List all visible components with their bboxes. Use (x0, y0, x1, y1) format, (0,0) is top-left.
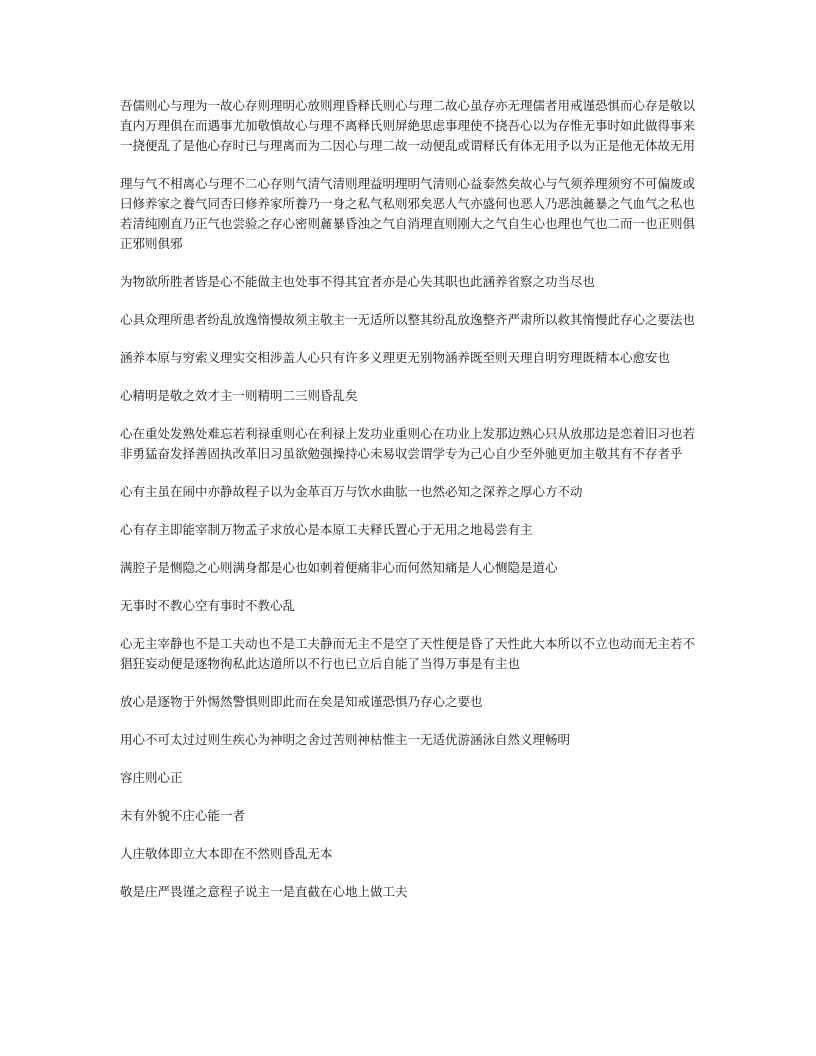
paragraph: 心具众理所患者纷乱放逸惰慢故须主敬主一无适所以整其纷乱放逸整齐严肃所以救其惰慢此存心之要法也 (120, 312, 696, 327)
paragraph: 人庄敬体即立大本即在不然则昏乱无本 (120, 846, 333, 861)
paragraph: 容庄则心正 (120, 770, 183, 785)
paragraph: 用心不可太过过则生疾心为神明之舍过苦则神枯惟主一无适优游涵泳自然义理畅明 (120, 732, 571, 747)
paragraph: 涵养本原与穷索义理实交相涉盖人心只有许多义理更无别物涵养既至则天理自明穷理既精本心愈安也 (120, 350, 671, 365)
paragraph: 心在重处发熟处难忘若利禄重则心在利禄上发功业重则心在功业上发那边熟心只从放那边是恋着旧习也若非勇猛奋发择善固执改革旧习虽欲勉强操持心未易収尝谓学专为己心自少至外驰更加主敬其有不存者乎 (120, 426, 696, 461)
paragraph: 无事时不教心空有事时不教心乱 (120, 598, 296, 613)
paragraph: 心有主虽在闹中亦静故程子以为金革百万与饮水曲肱一也然必知之深养之厚心方不动 (120, 484, 583, 499)
document-body (120, 96, 698, 920)
paragraph: 理与气不相离心与理不二心存则气清气清则理益明理明气清则心益泰然矣故心与气须养理须穷不可偏废或曰修养家之養气同否曰修养家所養乃一身之私气私则邪矣恶人气亦盛何也恶人乃恶浊麄暴之气血气之私也若清纯刚直乃正气也尝验之存心密则麄暴昏浊之气自消理直则刚大之气自生心也理也气也二而一也正则俱正邪则俱邪 (120, 176, 696, 251)
paragraph: 满腔子是恻隐之心则满身都是心也如刺着便痛非心而何然知痛是人心恻隐是道心 (120, 560, 558, 575)
paragraph: 放心是逐物于外惕然警惧则即此而在矣是知戒谨恐惧乃存心之要也 (120, 694, 483, 709)
paragraph: 心无主宰静也不是工夫动也不是工夫静而无主不是空了天性便是昏了天性此大本所以不立也动而无主若不猖狂妄动便是逐物徇私此达道所以不行也已立后自能了当得万事是有主也 (120, 636, 696, 671)
paragraph: 为物欲所胜者皆是心不能做主也处事不得其宜者亦是心失其职也此涵养省察之功当尽也 (120, 274, 596, 289)
paragraph: 未有外貌不庄心能一者 (120, 808, 246, 823)
paragraph: 吾儒则心与理为一故心存则理明心放则理昏释氏则心与理二故心虽存亦无理儒者用戒谨恐惧而心存是敬以直内万理俱在而遇事尤加敬慎故心与理不离释氏则屏絶思虑事理使不挠吾心以为存惟无事时如此做得事来一挠便乱了是他心存时已与理离而为二因心与理二故一动便乱或谓释氏有体无用予以为正是他无体故无用 (120, 98, 696, 153)
paragraph: 敬是庄严畏谨之意程子说主一是直截在心地上做工夫 (120, 884, 408, 899)
paragraph: 心有存主即能宰制万物孟子求放心是本原工夫释氏置心于无用之地曷尝有主 (120, 522, 533, 537)
paragraph: 心精明是敬之效才主一则精明二三则昏乱矣 (120, 388, 358, 403)
